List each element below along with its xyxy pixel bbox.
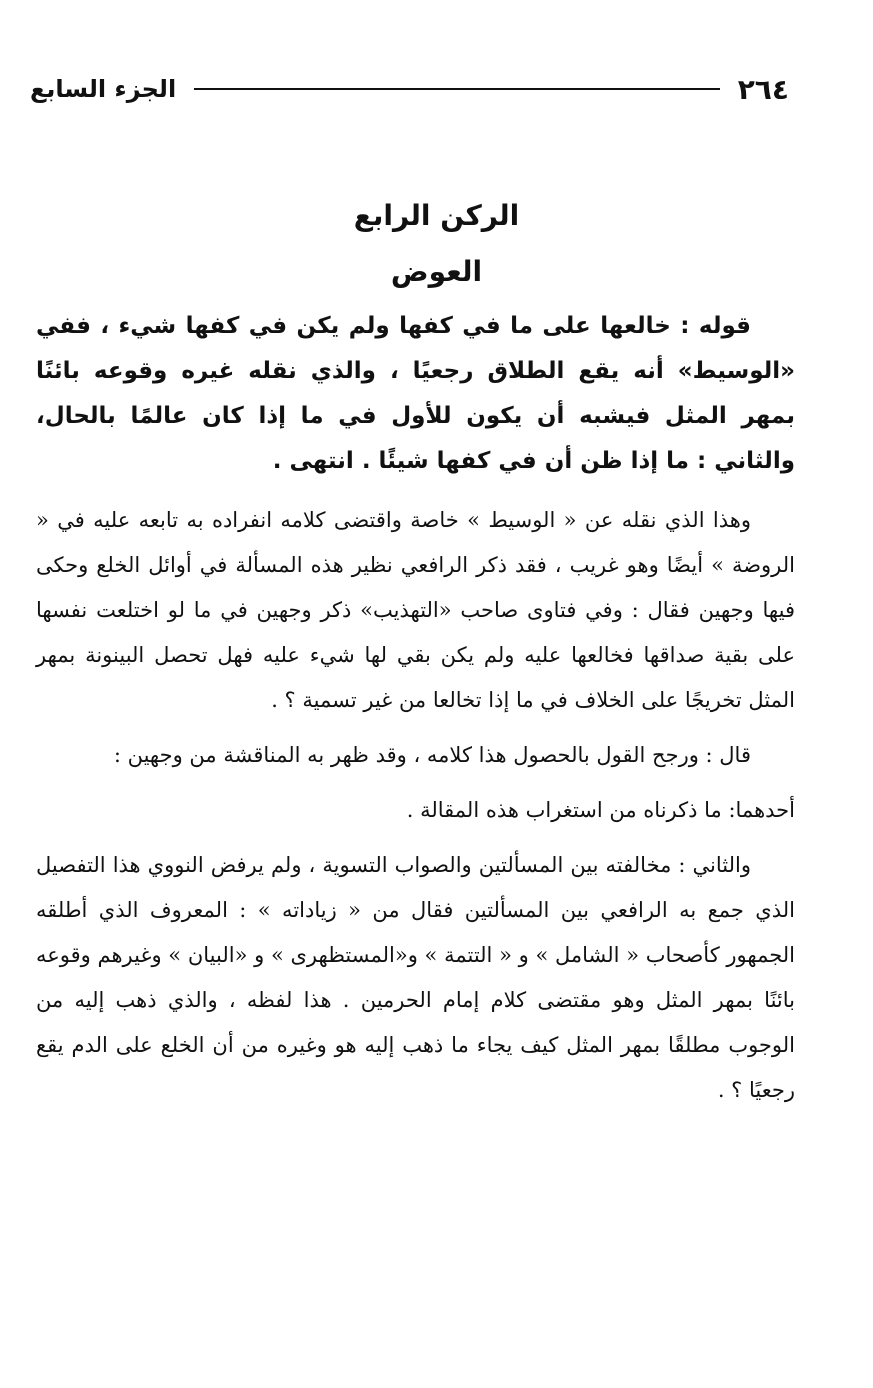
section-heading: الركن الرابع: [353, 199, 520, 232]
topic-heading: العوض: [390, 255, 483, 288]
header-rule: [194, 88, 720, 90]
body-paragraph: أحدهما: ما ذكرناه من استغراب هذه المقالة .: [406, 798, 795, 822]
page-body: [36, 304, 795, 1123]
body-paragraph: وهذا الذي نقله عن « الوسيط » خاصة واقتضى كلامه انفراده به تابعه عليه في « الروضة » أيضًا وهو غريب ، فقد ذكر الرافعي نظير هذه المسألة في أوائل الخلع وحكى فيها وجهين فقال : وفي فتاوى صاحب «التهذيب» ذكر وجهين في ما لو اختلعت نفسها على بقية صداقها فخالعها عليه ولم يكن بقي لها شيء عليه فهل تحصل البينونة بمهر المثل تخريجًا على الخلاف في ما إذا تخالعا من غير تسمية ؟ .: [36, 508, 795, 712]
body-paragraph: قال : ورجح القول بالحصول هذا كلامه ، وقد ظهر به المناقشة من وجهين :: [113, 743, 751, 767]
section-headings: [0, 188, 873, 300]
quoted-text: قوله : خالعها على ما في كفها ولم يكن في كفها شيء ، ففي «الوسيط» أنه يقع الطلاق رجعيًا ، والذي نقله غيره وقوعه بائنًا بمهر المثل فيشبه أن يكون للأول في ما إذا كان عالمًا بالحال، والثاني : ما إذا ظن أن في كفها شيئًا . انتهى .: [36, 313, 795, 474]
running-title: الجزء السابع: [30, 75, 177, 103]
page-number: ٢٦٤: [737, 72, 789, 106]
body-paragraph: والثاني : مخالفته بين المسألتين والصواب التسوية ، ولم يرفض النووي هذا التفصيل الذي جمع به الرافعي بين المسألتين فقال من « زياداته » : المعروف الذي أطلقه الجمهور كأصحاب « الشامل » و « التتمة » و«المستظهرى » و «البيان » وغيرهم وقوعه بائنًا بمهر المثل وهو مقتضى كلام إمام الحرمين . هذا لفظه ، والذي ذهب إليه من الوجوب مطلقًا بمهر المثل كيف يجاء ما ذهب إليه هو وغيره من أن الخلع على الدم يقع رجعيًا ؟ .: [36, 853, 795, 1102]
page-header: [30, 64, 789, 114]
